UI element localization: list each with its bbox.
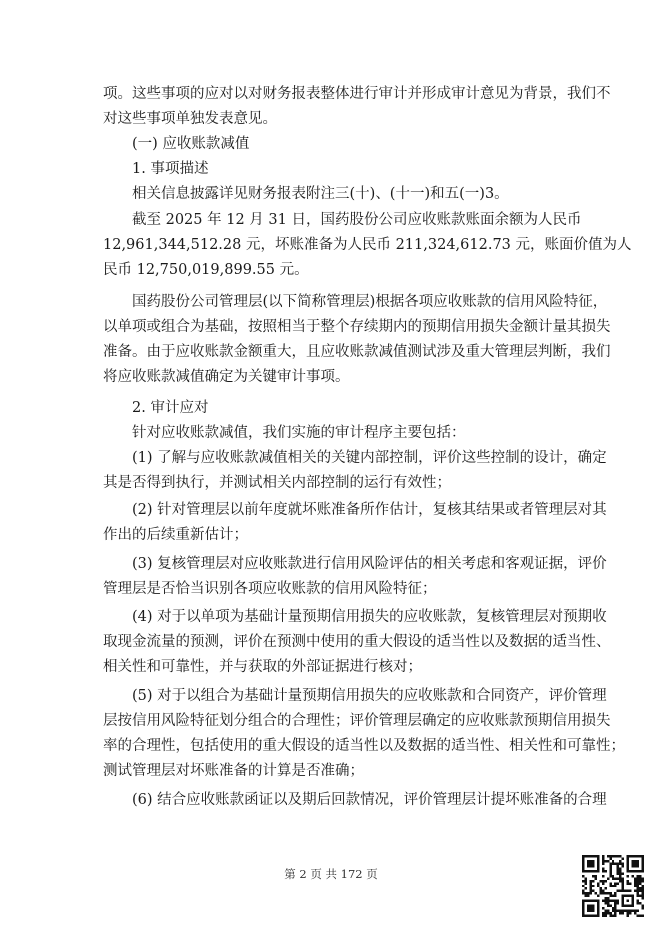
subsection-heading: 1. 事项描述 xyxy=(132,161,209,177)
text-line: 国药股份公司管理层(以下简称管理层)根据各项应收账款的信用风险特征， xyxy=(132,294,608,310)
text-line: 测试管理层对坏账准备的计算是否准确； xyxy=(103,763,364,779)
text-line: 管理层是否恰当识别各项应收账款的信用风险特征； xyxy=(103,581,437,597)
text-line: 项。这些事项的应对以对财务报表整体进行审计并形成审计意见为背景，我们不 xyxy=(103,86,611,102)
text-line: 率的合理性，包括使用的重大假设的适当性以及数据的适当性、相关性和可靠性； xyxy=(103,738,625,754)
list-item: (3) 复核管理层对应收账款进行信用风险评估的相关考虑和客观证据，评价 xyxy=(132,556,607,572)
text-line: 将应收账款减值确定为关键审计事项。 xyxy=(103,369,350,385)
text-line: 截至 2025 年 12 月 31 日，国药股份公司应收账款账面余额为人民币 xyxy=(132,212,582,228)
text-line: 准备。由于应收账款金额重大，且应收账款减值测试涉及重大管理层判断，我们 xyxy=(103,344,611,360)
text-line: 民币 12,750,019,899.55 元。 xyxy=(103,262,309,278)
section-heading: (一) 应收账款减值 xyxy=(132,136,250,152)
text-line: 作出的后续重新估计； xyxy=(103,527,248,543)
qr-code-icon xyxy=(582,855,644,917)
list-item: (1) 了解与应收账款减值相关的关键内部控制，评价这些控制的设计，确定 xyxy=(132,450,607,466)
list-item: (5) 对于以组合为基础计量预期信用损失的应收账款和合同资产，评价管理 xyxy=(132,688,607,704)
text-line: 层按信用风险特征划分组合的合理性；评价管理层确定的应收账款预期信用损失 xyxy=(103,713,611,729)
list-item: (4) 对于以单项为基础计量预期信用损失的应收账款，复核管理层对预期收 xyxy=(132,609,607,625)
text-line: 相关性和可靠性，并与获取的外部证据进行核对； xyxy=(103,659,422,675)
list-item: (2) 针对管理层以前年度就坏账准备所作估计，复核其结果或者管理层对其 xyxy=(132,502,607,518)
page-number: 第 2 页 共 172 页 xyxy=(284,867,378,881)
text-line: 12,961,344,512.28 元，坏账准备为人民币 211,324,612.73 元，账面价值为人 xyxy=(103,237,632,253)
list-item: (6) 结合应收账款函证以及期后回款情况，评价管理层计提坏账准备的合理 xyxy=(132,792,607,808)
text-line: 其是否得到执行，并测试相关内部控制的运行有效性； xyxy=(103,475,451,491)
text-line: 针对应收账款减值，我们实施的审计程序主要包括： xyxy=(132,425,466,441)
subsection-heading: 2. 审计应对 xyxy=(132,400,209,416)
text-line: 取现金流量的预测，评价在预测中使用的重大假设的适当性以及数据的适当性、 xyxy=(103,634,611,650)
text-line: 以单项或组合为基础，按照相当于整个存续期内的预期信用损失金额计量其损失 xyxy=(103,319,611,335)
text-line: 对这些事项单独发表意见。 xyxy=(103,111,277,127)
text-line: 相关信息披露详见财务报表附注三(十)、(十一)和五(一)3。 xyxy=(132,186,509,202)
